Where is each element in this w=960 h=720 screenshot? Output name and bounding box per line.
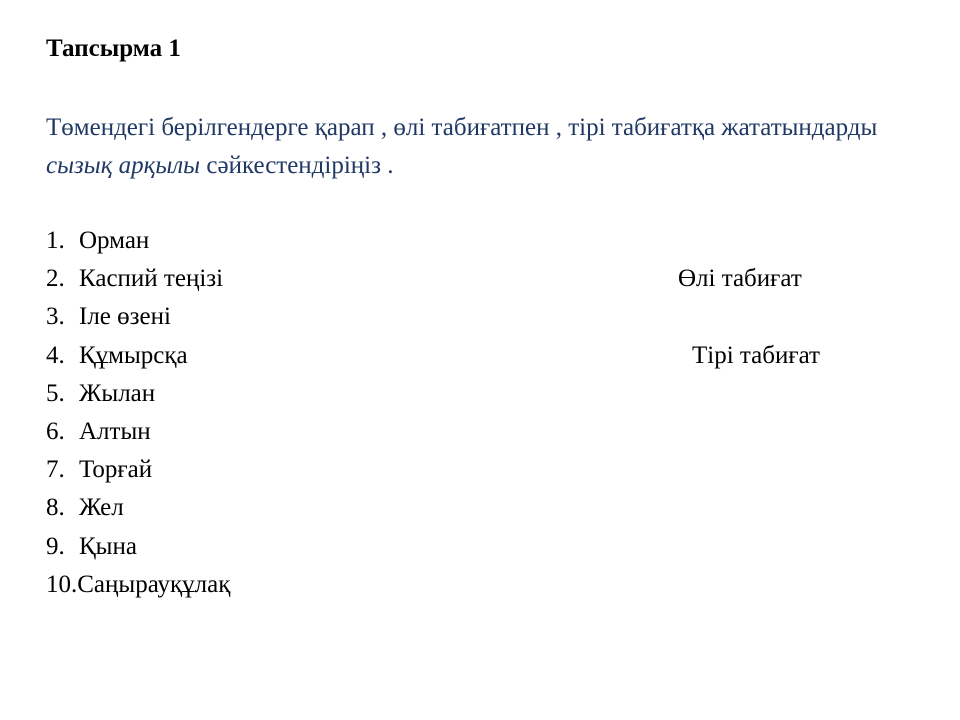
list-item-text: Орман bbox=[79, 227, 150, 254]
list-item-number: 9. bbox=[46, 532, 65, 560]
instruction-text-italic: сызық арқылы bbox=[46, 152, 201, 179]
list-item-text: Жел bbox=[79, 494, 124, 522]
category-living-nature: Тірі табиғат bbox=[692, 342, 820, 369]
instruction-text-part1: Төмендегі берілгендерге қарап , өлі табиғатпен , тірі табиғатқа жататындарды bbox=[46, 114, 878, 141]
list-item-number: 7. bbox=[46, 456, 65, 484]
list-item-number: 2. bbox=[46, 265, 65, 293]
list-item bbox=[46, 298, 230, 336]
list-item-text: Каспий теңізі bbox=[79, 265, 224, 293]
list-item-text: Қына bbox=[79, 532, 137, 560]
list-item bbox=[46, 260, 230, 298]
list-item-number: 3. bbox=[46, 303, 65, 331]
list-item-text: Жылан bbox=[79, 379, 156, 407]
list-item bbox=[46, 337, 230, 375]
list-item-number: 1. bbox=[46, 227, 65, 254]
item-list bbox=[46, 222, 230, 604]
list-item-number: 10. bbox=[46, 570, 78, 598]
list-item bbox=[46, 451, 230, 489]
list-item-text: Саңырауқұлақ bbox=[77, 570, 231, 598]
instruction-text-part2: сәйкестендіріңіз . bbox=[200, 152, 394, 179]
list-item bbox=[46, 566, 230, 604]
task-title: Тапсырма 1 bbox=[46, 35, 181, 62]
list-item-number: 5. bbox=[46, 379, 65, 407]
list-item bbox=[46, 413, 230, 451]
list-item bbox=[46, 489, 230, 527]
list-item bbox=[46, 222, 230, 260]
category-dead-nature: Өлі табиғат bbox=[678, 265, 802, 292]
list-item bbox=[46, 375, 230, 413]
list-item-text: Торғай bbox=[79, 456, 153, 484]
list-item-text: Құмырсқа bbox=[79, 341, 188, 369]
list-item-number: 4. bbox=[46, 341, 65, 369]
list-item-number: 6. bbox=[46, 417, 65, 445]
list-item-text: Алтын bbox=[79, 417, 151, 445]
list-item-text: Іле өзені bbox=[79, 303, 171, 331]
task-instruction bbox=[46, 109, 926, 185]
list-item-number: 8. bbox=[46, 494, 65, 522]
list-item bbox=[46, 528, 230, 566]
